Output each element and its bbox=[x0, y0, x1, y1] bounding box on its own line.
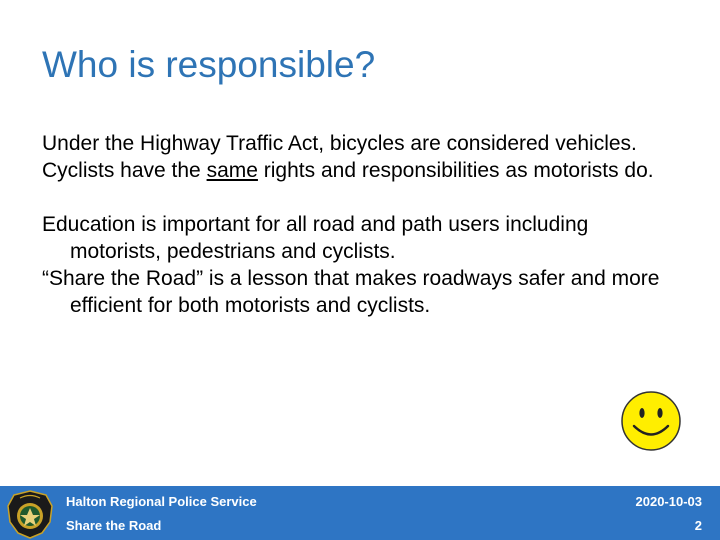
slide-footer bbox=[0, 486, 720, 540]
footer-organization: Halton Regional Police Service bbox=[66, 494, 257, 509]
paragraph-spacer bbox=[42, 184, 682, 211]
rights-emphasis: same bbox=[206, 159, 258, 182]
rights-text-end: rights and responsibilities as motorists do. bbox=[257, 159, 654, 182]
police-badge-icon bbox=[4, 488, 56, 540]
paragraph-hta: Under the Highway Traffic Act, bicycles are considered vehicles. bbox=[42, 132, 637, 155]
paragraph-education: Education is important for all road and path users including motorists, pedestrians and cyclists. bbox=[42, 213, 589, 263]
footer-page-number: 2 bbox=[694, 518, 702, 533]
slide-body bbox=[42, 130, 682, 319]
footer-topic: Share the Road bbox=[66, 518, 162, 533]
paragraph-rights bbox=[42, 157, 682, 184]
footer-date: 2020-10-03 bbox=[635, 494, 702, 509]
slide-title: Who is responsible? bbox=[42, 44, 376, 85]
paragraph-share-the-road: “Share the Road” is a lesson that makes roadways safer and more efficient for both motorists and cyclists. bbox=[42, 267, 660, 317]
smiley-face-icon bbox=[619, 389, 683, 453]
rights-text-start: Cyclists have the bbox=[42, 159, 207, 182]
